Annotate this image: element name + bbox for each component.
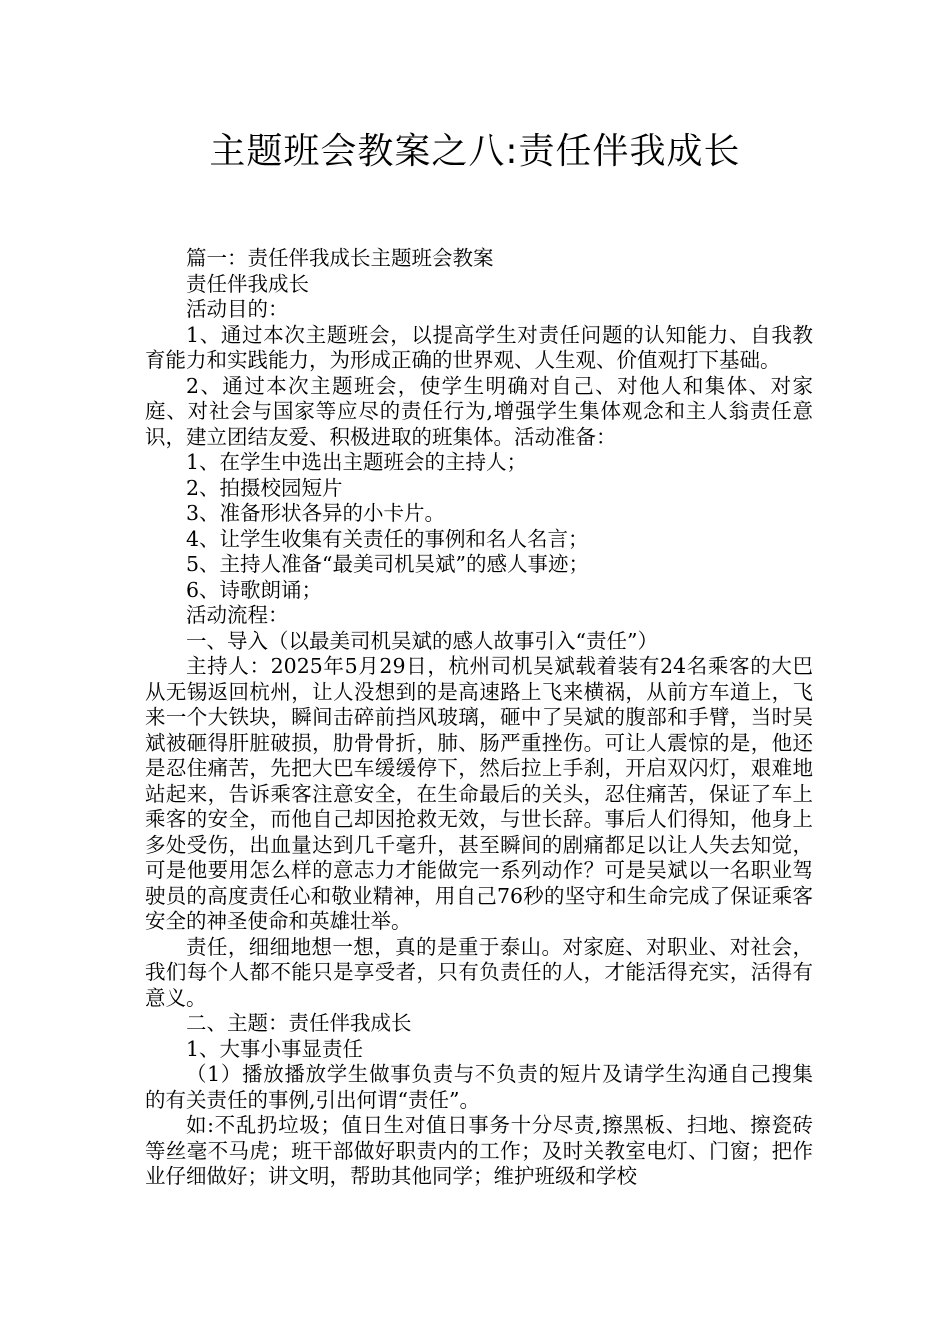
paragraph: 2、拍摄校园短片: [186, 475, 343, 500]
paragraph: 篇一：责任伴我成长主题班会教案: [186, 246, 494, 270]
paragraph: 活动目的：: [186, 297, 289, 321]
paragraph: 活动流程：: [186, 603, 289, 627]
paragraph: 1、在学生中选出主题班会的主持人；: [186, 450, 528, 474]
paragraph: 主持人：2025年5月29日，杭州司机吴斌载着装有24名乘客的大巴从无锡返回杭州，让人没想到的是高速路上飞来横祸，从前方车道上，飞来一个大铁块，瞬间击碎前挡风玻璃，砸中了吴斌的腹部和手臂，当时吴斌被砸得肝脏破损，肋骨骨折，肺、肠严重挫伤。可让人震惊的是，他还是忍住痛苦，先把大巴车缓缓停下，然后拉上手刹，开启双闪灯，艰难地站起来，告诉乘客注意安全，在生命最后的关头，忍住痛苦，保证了车上乘客的安全，而他自己却因抢救无效，与世长辞。事后人们得知，他身上多处受伤，出血量达到几千毫升，甚至瞬间的剧痛都足以让人失去知觉，可是他要用怎么样的意志力才能做完一系列动作？可是吴斌以一名职业驾驶员的高度责任心和敬业精神，用自己76秒的坚守和生命完成了保证乘客安全的神圣使命和英雄壮举。: [145, 654, 813, 933]
paragraph: 6、诗歌朗诵；: [186, 577, 323, 602]
paragraph: 1、通过本次主题班会，以提高学生对责任问题的认知能力、自我教育能力和实践能力，为形成正确的世界观、人生观、价值观打下基础。: [145, 322, 813, 372]
paragraph: 如:不乱扔垃圾；值日生对值日事务十分尽责,擦黑板、扫地、擦瓷砖等丝毫不马虎；班干部做好职责内的工作；及时关教室电灯、门窗；把作业仔细做好；讲文明，帮助其他同学；维护班级和学校: [145, 1113, 813, 1188]
paragraph: 5、主持人准备“最美司机吴斌”的感人事迹；: [186, 552, 590, 576]
document-title: 主题班会教案之八:责任伴我成长: [209, 131, 741, 172]
paragraph: 2、通过本次主题班会，使学生明确对自己、对他人和集体、对家庭、对社会与国家等应尽的责任行为,增强学生集体观念和主人翁责任意识，建立团结友爱、积极进取的班集体。活动准备：: [145, 373, 813, 449]
paragraph: 4、让学生收集有关责任的事例和名人名言；: [186, 526, 589, 551]
document-body: [145, 246, 813, 1190]
paragraph: 3、准备形状各异的小卡片。: [186, 501, 446, 525]
paragraph: 1、大事小事显责任: [186, 1036, 364, 1061]
paragraph: 责任，细细地想一想，真的是重于泰山。对家庭、对职业、对社会，我们每个人都不能只是享受者，只有负责任的人，才能活得充实，活得有意义。: [145, 934, 813, 1010]
paragraph: 责任伴我成长: [186, 271, 309, 296]
paragraph: 一、导入（以最美司机吴斌的感人故事引入“责任”）: [186, 628, 658, 653]
paragraph: 二、主题：责任伴我成长: [186, 1011, 412, 1035]
paragraph: （1）播放播放学生做事负责与不负责的短片及请学生沟通自己搜集的有关责任的事例,引出何谓“责任”。: [145, 1062, 813, 1112]
